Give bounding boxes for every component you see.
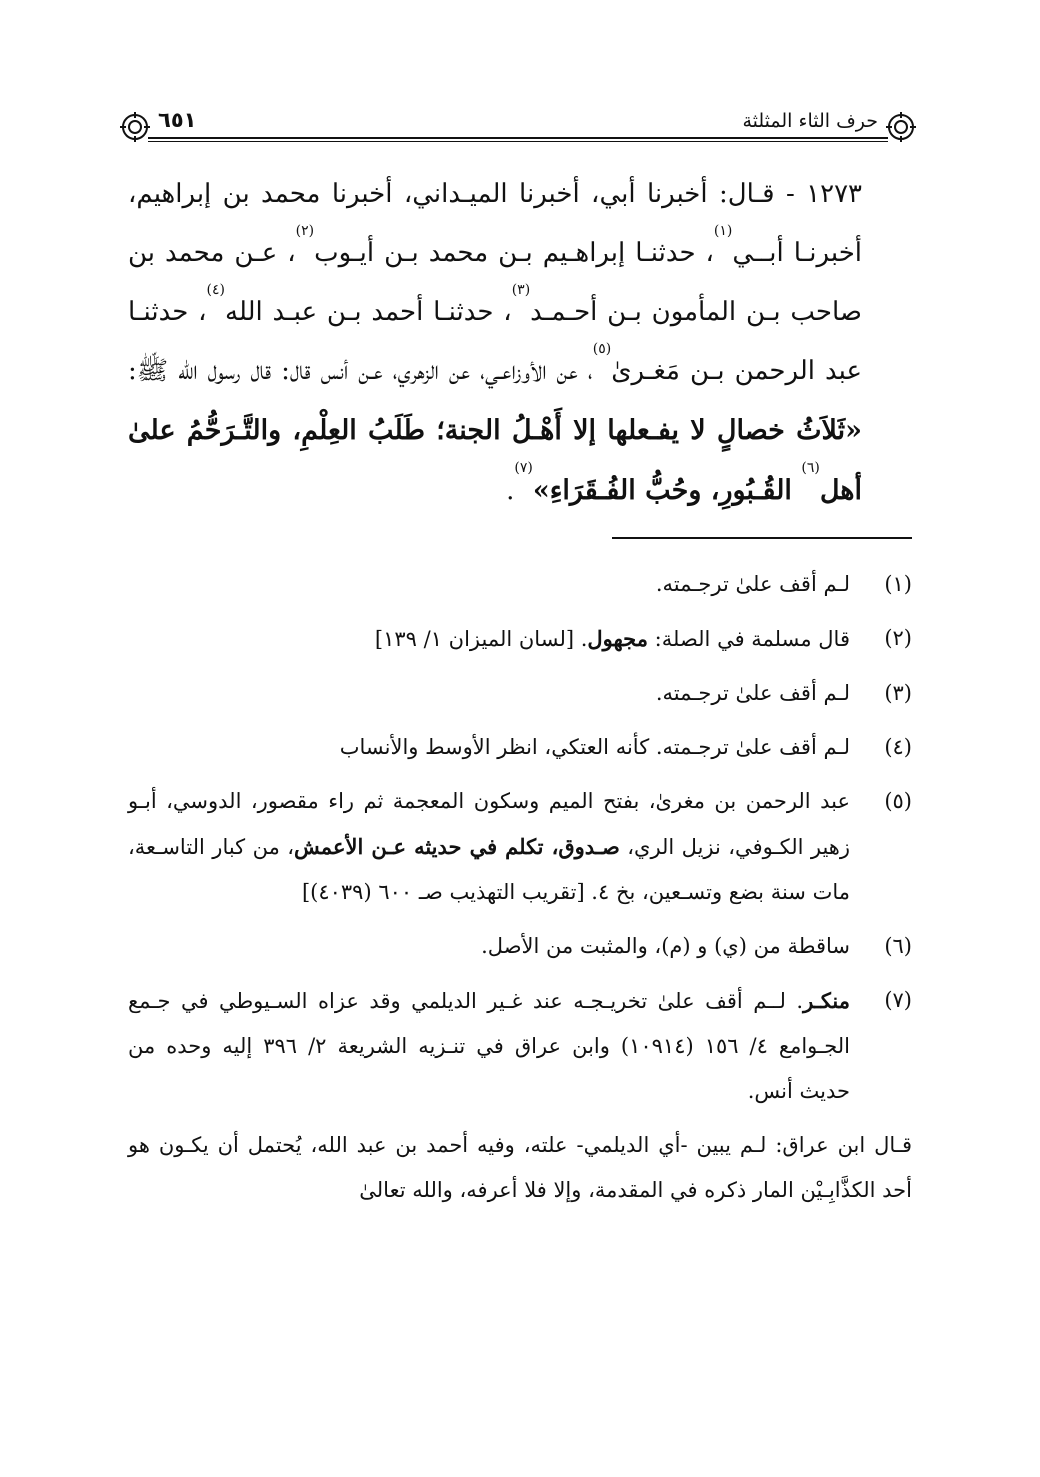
main-text <box>128 165 912 521</box>
footnote-number: (٤) <box>884 735 912 759</box>
footnote-text: لـم أقف علىٰ ترجـمته. <box>655 572 850 596</box>
isnad-text: ، حدثنـا أحمد بـن عبـد الله <box>225 297 512 327</box>
footnote-7-continuation: قـال ابن عراق: لـم يبين -أي الديلمي- علته، وفيه أحمد بن عبد الله، يُحتمل أن يكـون هو أحد الكذَّابِـيْن المار ذكره في المقدمة، وإلا فلا أعرفه، والله تعالىٰ <box>128 1133 912 1202</box>
isnad-text: ، عن الأوزاعـي، عن الزهري، عـن أنس قال: قال رسول الله ﷺ: <box>128 356 593 386</box>
footnote-number: (٣) <box>884 681 912 705</box>
end-period: . <box>506 476 515 506</box>
footnote-text: ، من كبار التاسـعة، مات سنة بضع وتسـعين، بخ ٤. [تقريب التهذيب صـ ٦٠٠ (٤٠٣٩)] <box>128 835 850 904</box>
footnote-2 <box>128 616 912 662</box>
footnote-4 <box>128 725 912 770</box>
ornament-right-icon <box>884 110 918 144</box>
footnote-text: عبد الرحمن بن مغرىٰ، بفتح الميم وسكون المعجمة ثم راء مقصور، الدوسي، أبـو زهير الكـوفي، نزيل الري، <box>128 789 850 859</box>
footnote-7 <box>128 978 912 1114</box>
hadith-text: «ثَلاَثُ خصالٍ لا يفـعلها إلا أَهْـلُ الجنة؛ طَلَبُ العِلْمِ، والتَّـرَحُّمُ علىٰ أهل <box>128 415 862 506</box>
footnote-number: (١) <box>884 572 912 596</box>
isnad-line-1: ١٢٧٣ - قـال: أخبرنا أبي، أخبرنا الميـداني، أخبرنا محمد بن إبراهيم، <box>128 179 862 209</box>
footnote-text: لـم أقف علىٰ ترجـمته. كأنه العتكي، انظر الأوسط والأنساب <box>339 735 850 759</box>
isnad-text: ، عـن محمد بن صاحب بـن المأمون بـن أحـمـد <box>128 238 863 327</box>
hadith-text-end: القُـبُورِ، وحُبُّ الفُـقَرَاءِ» <box>532 475 802 506</box>
isnad-text: ، حدثنـا إبراهـيم بـن محمد بـن أيـوب <box>314 238 714 268</box>
footnote-grading: مجهول <box>587 626 648 651</box>
footnote-number: (٢) <box>884 626 912 650</box>
isnad-text: ، حدثنـا عبد الرحمن بـن مَغـرىٰ <box>128 297 862 386</box>
footnote-grading: صـدوق، تكلم في حديثه عـن الأعمش <box>294 834 620 859</box>
footnote-ref[interactable]: (٧) <box>514 460 533 476</box>
footnote-ref[interactable]: (٣) <box>511 282 531 298</box>
running-head: حرف الثاء المثلثة <box>742 110 878 132</box>
hadith-paragraph <box>128 165 912 521</box>
footnote-separator <box>612 537 912 539</box>
footnote-text: ساقطة من (ي) و (م)، والمثبت من الأصل. <box>481 934 850 958</box>
footnote-6 <box>128 924 912 969</box>
footnote-5 <box>128 779 912 915</box>
footnote-3 <box>128 671 912 716</box>
page-header <box>118 100 918 148</box>
footnote-text: لـم أقف علىٰ ترجـمته. <box>655 681 850 705</box>
ornament-left-icon <box>118 110 152 144</box>
footnotes <box>128 562 912 1213</box>
footnote-text: قال مسلمة في الصلة: <box>647 627 850 651</box>
footnote-ref[interactable]: (٥) <box>592 341 612 357</box>
footnote-text: . [لسان الميزان ١/ ١٣٩] <box>374 627 588 651</box>
footnote-number: (٧) <box>884 988 912 1012</box>
header-rule <box>148 137 888 139</box>
footnote-grading: منكـر <box>803 988 850 1013</box>
footnote-1 <box>128 562 912 607</box>
header-rule-thin <box>148 141 888 142</box>
footnote-ref[interactable]: (١) <box>713 223 733 239</box>
footnote-ref[interactable]: (٢) <box>295 223 315 239</box>
footnote-text: . لــم أقف علىٰ تخريـجـه عند غـير الديلمي وقد عزاه السـيوطي في جـمع الجـوامع ٤/ ١٥٦ (١٠٩١٤) وابن عراق في تنـزيه الشريعة ٢/ ٣٩٦ إليه وحده من حديث أنس. <box>128 989 850 1103</box>
footnote-ref[interactable]: (٤) <box>206 282 226 298</box>
page-number: ٦٥١ <box>158 108 197 132</box>
isnad-text: أخبرنـا أبــي <box>732 238 862 268</box>
footnote-number: (٥) <box>884 789 912 813</box>
footnote-ref[interactable]: (٦) <box>801 460 820 476</box>
footnote-number: (٦) <box>884 934 912 958</box>
